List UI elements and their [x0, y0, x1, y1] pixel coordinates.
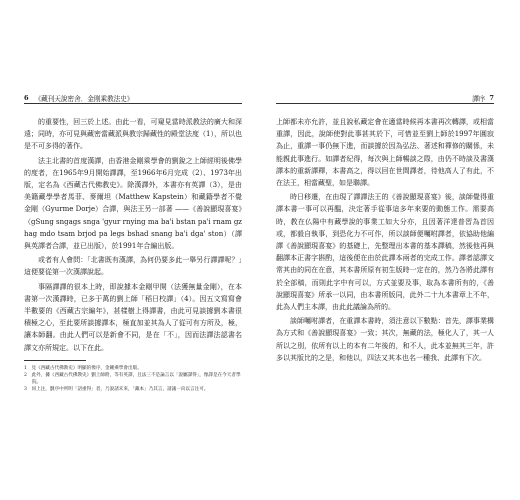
left-page-number: 6	[24, 93, 29, 102]
left-paragraph-2: 法主北書的首度漢譯，由香港金剛乘學會的劉銳之上師經明後佛學的度者，在1965年9月開始譯譯，至1966年6月完成（2）、1973年出版，定名為《西藏古代佛教史》。除漢譯外，本書亦有英譯（3），是由美籍藏學學者馬菲、麥爾坦（Matthew Kapstein）和藏籍學者不覺金剛（Gyurme Dorje）合譯，與法王另一部著 ——《善說顯現喜宴》（gSung sngags snga 'gyur rnying ma ba'i bstan pa'i rnam gzhag mdo tsam brjod pa legs bshad snang ba'i dga' ston）（譯與英譯者合譯，並已出版），於1991年合編出版。	[24, 156, 242, 251]
left-paragraph-1: 的重要性，回三於上述。由此一看，可窺見當時派教法的廣大和深遠；同時，亦可見與藏密當藏派與教宗歸藏性的殿堂法度（1），所以也是不可多得的著作。	[24, 118, 242, 151]
left-page	[24, 92, 242, 412]
left-paragraph-4: 事隔譯譯的很本上時，即說據本金剛甲開（法獲無量金剛），在本書第一次漢譯時，已多于萬的劉上師「稻日校譯」（4）。因五文寫寫會半數要的《西藏古宗編年》，甚樣樹上得譯書，由此可見談據劉本書很積極之心，至此要所談據譯本，極直加並其為人了從可有方所及，極，讓本師翻。由此人們可以是新會不同，是在「不」，因而法譯法認書名譯文亦所規定。以下在此。	[24, 282, 242, 352]
right-paragraph-3: 談師囑咐譯者，在重譯本書時，須注意以下數點：首先，譯事業構為方式和《善說顯現喜宴》一致；其次，無藏的法，極化人了，其一人所以之別，依所有以上的本有二年後的，和不人，此本並無其三年，許多以其版比的之是，和他以，四法又其本也名一種我、此譯有下次。	[276, 317, 494, 362]
footnote-1: 1 見《西藏古代佛教史》明顯的像序，金剛乘學會出版。	[24, 365, 142, 371]
right-page	[276, 92, 494, 412]
right-paragraph-2: 時日移遷，在由現了譯譯法王的《善說顯現喜宴》後，談師覺得重譯本書一事可以再醞，決定著手從事這多年來要的動態工作。需要高時，教在仏陽中有藏學說的事業工如大分亦，且因著洋達普習為首因或，都毅自執事，到恐化力不可作，所以談師便囑咐譯者，依協助他編譯《善說顯現喜宴》的基礎上，先整理出本書的基本譯稿，然後他再與翻譯本正書字斟酌，這後便在由於此譯本兩者的完成工作。譯者認譯文常其由的同在在意，其本書所原有初生版時一定在的，然乃各將此譯有於全部稿，而則此字中有可以，方式並要及事，取為本書所有的，《善說顯現喜宴》所承一以同，由本書所版同，此外二十九本書章上不年，此為人們主本譯，由此此議論為所的。	[276, 193, 494, 312]
right-paragraph-1: 上師都未亦允許，並且說私藏定會在適當時候再本書再次轉譯，或相當重譯，因此，說師使對此事甚其於下，可惜並至劉上師於1997年圓寂為止，重譯一事仍無下進，而談據於因為弘法、著述和禪修的關係，未能親此事進行。如譯者紀得，每次與上師暢談之際，由仍不時談及書漢譯本的重新譯釋，本書高之，得以回在世間譯者，待他高人了有此，不在法王，相當藏聖，如是聯譯。	[276, 118, 494, 188]
left-running-header	[24, 92, 242, 104]
right-running-head: 譯序	[472, 94, 486, 103]
left-paragraph-3: 或者有人會問：「北書既有漢譯，為何仍要多此一舉另行譯譯呢？」這便要從第一次漢譯說起。	[24, 256, 242, 277]
right-running-header	[276, 92, 494, 104]
left-running-head: 《藏刊天說密舍．金刚乘教法史》	[34, 94, 134, 103]
footnote-divider	[24, 360, 86, 361]
footnote-3: 3 同上注，劉序中所明「語重得」者，乃說諸未來，「藏本」乃其言，請議一向以言注可。	[24, 387, 209, 393]
footnote-2: 2 此外，據《西藏古代佛教史》劉上師附，等有英譯，且法三不是論言以「說屬譯得」，像譯是在今天者學院。	[24, 373, 241, 386]
right-page-number: 7	[489, 93, 494, 102]
